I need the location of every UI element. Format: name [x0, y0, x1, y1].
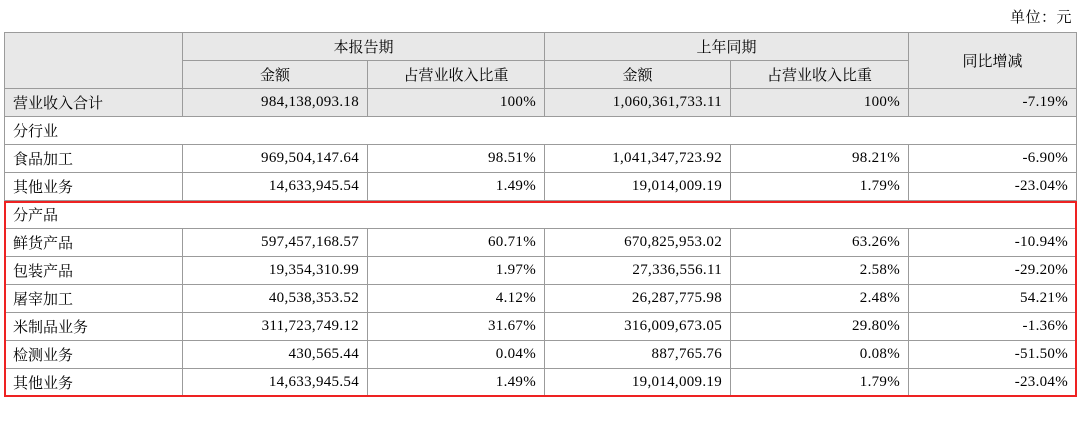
cell-prior-ratio: 98.21%: [731, 145, 909, 173]
cell-current-ratio: 98.51%: [368, 145, 545, 173]
cell-prior-amount: 1,041,347,723.92: [545, 145, 731, 173]
table-header-row-groups: [5, 33, 1077, 61]
cell-current-amount: 19,354,310.99: [183, 257, 368, 285]
table-section-row: [5, 117, 1077, 145]
header-prior-amount: 金额: [545, 61, 731, 89]
cell-current-amount: 40,538,353.52: [183, 285, 368, 313]
cell-prior-ratio: 1.79%: [731, 173, 909, 201]
cell-current-ratio: 31.67%: [368, 313, 545, 341]
cell-current-ratio: 4.12%: [368, 285, 545, 313]
cell-prior-amount: 27,336,556.11: [545, 257, 731, 285]
table-row: [5, 229, 1077, 257]
cell-prior-ratio: 2.48%: [731, 285, 909, 313]
cell-prior-amount: 670,825,953.02: [545, 229, 731, 257]
row-label: 其他业务: [5, 173, 183, 201]
table-row: [5, 145, 1077, 173]
revenue-breakdown-table: [4, 32, 1077, 397]
row-label: 检测业务: [5, 341, 183, 369]
header-group-current: 本报告期: [183, 33, 545, 61]
cell-current-ratio: 0.04%: [368, 341, 545, 369]
cell-current-amount: 14,633,945.54: [183, 173, 368, 201]
cell-current-amount: 14,633,945.54: [183, 369, 368, 397]
table-row: [5, 89, 1077, 117]
header-yoy: 同比增减: [909, 33, 1077, 89]
cell-prior-amount: 316,009,673.05: [545, 313, 731, 341]
cell-current-amount: 311,723,749.12: [183, 313, 368, 341]
table-row: [5, 341, 1077, 369]
cell-prior-amount: 887,765.76: [545, 341, 731, 369]
header-current-amount: 金额: [183, 61, 368, 89]
cell-prior-ratio: 2.58%: [731, 257, 909, 285]
cell-yoy: -29.20%: [909, 257, 1077, 285]
table-section-row: [5, 201, 1077, 229]
table-header: [5, 33, 1077, 89]
row-label: 其他业务: [5, 369, 183, 397]
cell-prior-amount: 19,014,009.19: [545, 173, 731, 201]
cell-yoy: -7.19%: [909, 89, 1077, 117]
unit-note: 单位：元: [1009, 9, 1072, 26]
table-row: [5, 313, 1077, 341]
row-label: 包装产品: [5, 257, 183, 285]
cell-current-ratio: 1.49%: [368, 369, 545, 397]
table-row: [5, 285, 1077, 313]
cell-yoy: -51.50%: [909, 341, 1077, 369]
cell-yoy: 54.21%: [909, 285, 1077, 313]
cell-current-ratio: 1.49%: [368, 173, 545, 201]
table-row: [5, 369, 1077, 397]
table-body: [5, 89, 1077, 397]
cell-prior-amount: 1,060,361,733.11: [545, 89, 731, 117]
cell-prior-ratio: 29.80%: [731, 313, 909, 341]
table-row: [5, 257, 1077, 285]
cell-prior-ratio: 100%: [731, 89, 909, 117]
cell-current-amount: 430,565.44: [183, 341, 368, 369]
cell-current-amount: 969,504,147.64: [183, 145, 368, 173]
header-group-prior: 上年同期: [545, 33, 909, 61]
cell-current-amount: 984,138,093.18: [183, 89, 368, 117]
cell-prior-amount: 19,014,009.19: [545, 369, 731, 397]
header-prior-ratio: 占营业收入比重: [731, 61, 909, 89]
row-label: 鲜货产品: [5, 229, 183, 257]
cell-yoy: -23.04%: [909, 369, 1077, 397]
cell-yoy: -1.36%: [909, 313, 1077, 341]
table-row: [5, 173, 1077, 201]
section-label: 分行业: [5, 117, 1077, 145]
row-label: 米制品业务: [5, 313, 183, 341]
header-current-ratio: 占营业收入比重: [368, 61, 545, 89]
cell-prior-ratio: 1.79%: [731, 369, 909, 397]
cell-current-ratio: 100%: [368, 89, 545, 117]
cell-prior-amount: 26,287,775.98: [545, 285, 731, 313]
header-corner: [5, 33, 183, 89]
cell-yoy: -6.90%: [909, 145, 1077, 173]
cell-current-ratio: 60.71%: [368, 229, 545, 257]
cell-yoy: -10.94%: [909, 229, 1077, 257]
cell-current-ratio: 1.97%: [368, 257, 545, 285]
row-label: 营业收入合计: [5, 89, 183, 117]
section-label: 分产品: [5, 201, 1077, 229]
cell-prior-ratio: 0.08%: [731, 341, 909, 369]
row-label: 屠宰加工: [5, 285, 183, 313]
row-label: 食品加工: [5, 145, 183, 173]
cell-current-amount: 597,457,168.57: [183, 229, 368, 257]
cell-yoy: -23.04%: [909, 173, 1077, 201]
cell-prior-ratio: 63.26%: [731, 229, 909, 257]
